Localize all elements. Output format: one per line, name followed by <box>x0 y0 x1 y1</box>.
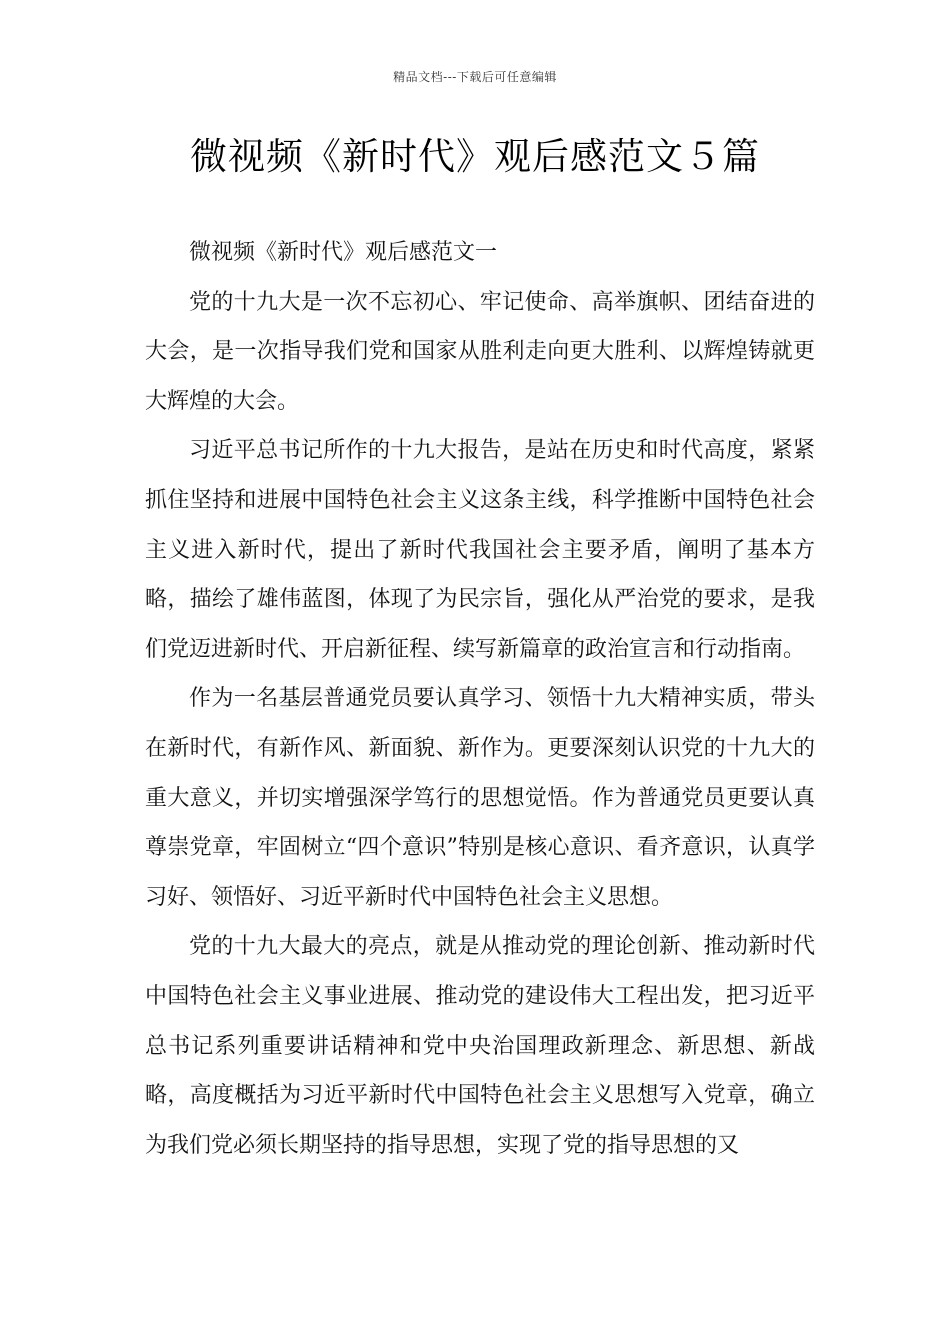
section-heading: 微视频《新时代》观后感范文一 <box>189 240 498 265</box>
paragraph: 习近平总书记所作的十九大报告，是站在历史和时代高度，紧紧抓住坚持和进展中国特色社会主义这条主线，科学推断中国特色社会主义进入新时代，提出了新时代我国社会主要矛盾，阐明了基本方略，描绘了雄伟蓝图，体现了为民宗旨，强化从严治党的要求，是我们党迈进新时代、开启新征程、续写新篇章的政治宣言和行动指南。 <box>145 438 815 662</box>
document-body <box>145 228 815 1170</box>
paragraph: 作为一名基层普通党员要认真学习、领悟十九大精神实质，带头在新时代，有新作风、新面貌、新作为。更要深刻认识党的十九大的重大意义，并切实增强深学笃行的思想觉悟。作为普通党员更要认真尊崇党章，牢固树立“四个意识”特别是核心意识、看齐意识，认真学习好、领悟好、习近平新时代中国特色社会主义思想。 <box>145 686 815 910</box>
document-title: 微视频《新时代》观后感范文５篇 <box>190 135 760 178</box>
paragraph: 党的十九大是一次不忘初心、牢记使命、高举旗帜、团结奋进的大会，是一次指导我们党和国家从胜利走向更大胜利、以辉煌铸就更大辉煌的大会。 <box>145 289 815 414</box>
paragraph: 党的十九大最大的亮点，就是从推动党的理论创新、推动新时代中国特色社会主义事业进展、推动党的建设伟大工程出发，把习近平总书记系列重要讲话精神和党中央治国理政新理念、新思想、新战略，高度概括为习近平新时代中国特色社会主义思想写入党章，确立为我们党必须长期坚持的指导思想，实现了党的指导思想的又 <box>145 934 815 1158</box>
header-note: 精品文档---下载后可任意编辑 <box>393 70 557 84</box>
